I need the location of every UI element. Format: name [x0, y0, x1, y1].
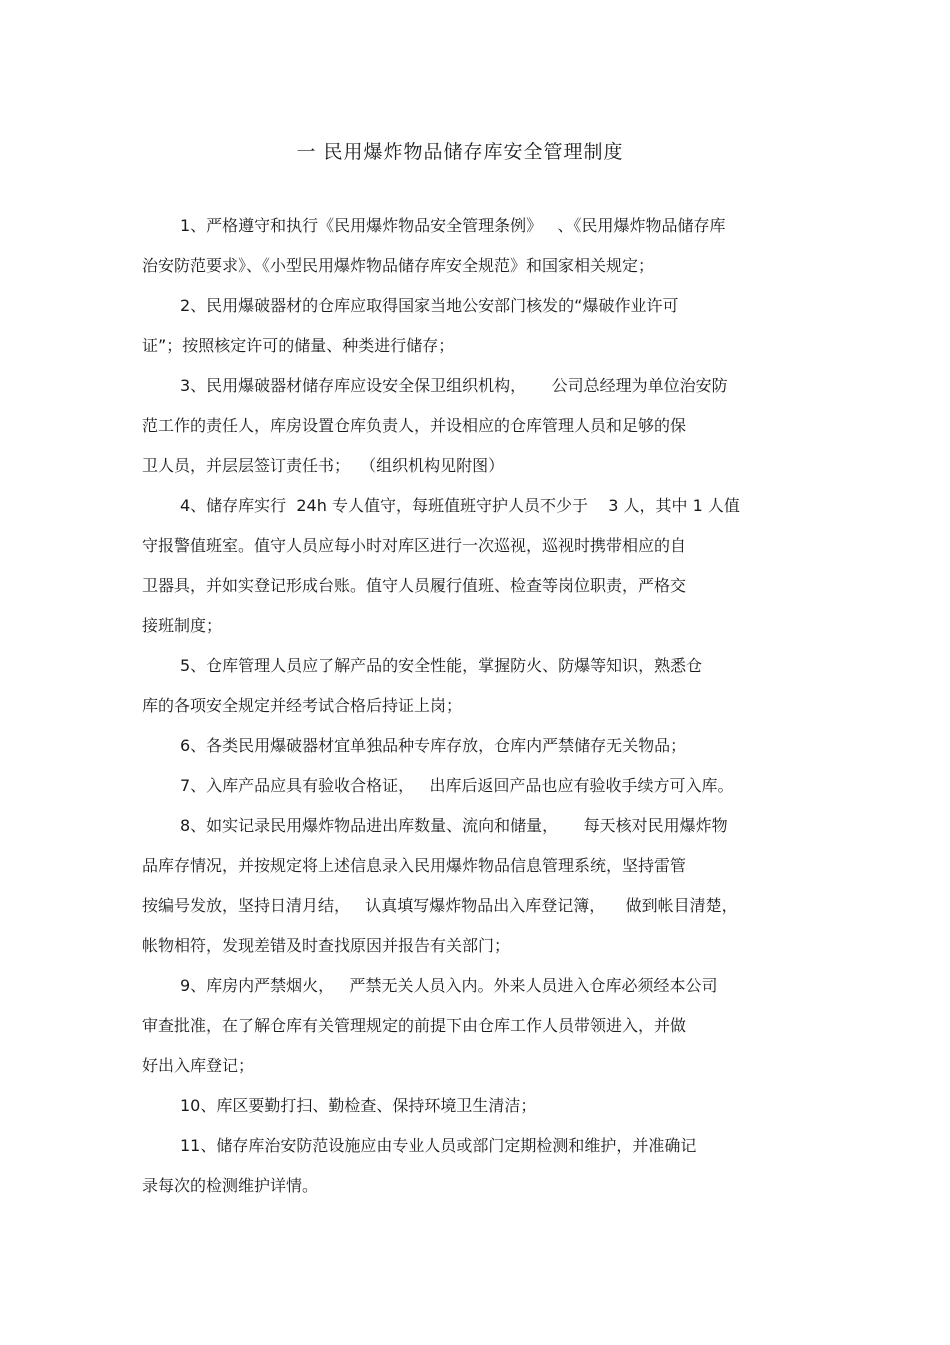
text-line: 9、库房内严禁烟火， 严禁无关人员入内。外来人员进入仓库必须经本公司: [180, 976, 718, 995]
text-line: 范工作的责任人，库房设置仓库负责人，并设相应的仓库管理人员和足够的保: [142, 416, 687, 435]
text-line: 录每次的检测维护详情。: [142, 1176, 319, 1195]
text-line: 4、储存库实行 24h 专人值守，每班值班守护人员不少于 3 人，其中 1 人值: [180, 496, 740, 515]
document-title: 一 民用爆炸物品储存库安全管理制度: [296, 141, 624, 163]
text-line: 2、民用爆破器材的仓库应取得国家当地公安部门核发的“爆破作业许可: [180, 296, 679, 315]
text-line: 卫器具，并如实登记形成台账。值守人员履行值班、检查等岗位职责，严格交: [142, 576, 687, 595]
text-line: 10、库区要勤打扫、勤检查、保持环境卫生清洁；: [180, 1096, 537, 1115]
text-line: 审查批准，在了解仓库有关管理规定的前提下由仓库工作人员带领进入，并做: [142, 1016, 687, 1035]
text-line: 6、各类民用爆破器材宜单独品种专库存放，仓库内严禁储存无关物品；: [180, 736, 687, 755]
text-line: 帐物相符，发现差错及时查找原因并报告有关部门；: [142, 936, 511, 955]
text-line: 接班制度；: [142, 616, 223, 635]
text-line: 11、储存库治安防范设施应由专业人员或部门定期检测和维护，并准确记: [180, 1136, 697, 1155]
text-line: 1、严格遵守和执行《民用爆炸物品安全管理条例》 、《民用爆炸物品储存库: [180, 216, 726, 235]
text-line: 5、仓库管理人员应了解产品的安全性能，掌握防火、防爆等知识，熟悉仓: [180, 656, 703, 675]
text-line: 品库存情况，并按规定将上述信息录入民用爆炸物品信息管理系统，坚持雷管: [142, 856, 687, 875]
text-line: 7、入库产品应具有验收合格证， 出库后返回产品也应有验收手续方可入库。: [180, 776, 734, 795]
text-line: 按编号发放，坚持日清月结， 认真填写爆炸物品出入库登记簿， 做到帐目清楚，: [142, 896, 738, 915]
text-line: 好出入库登记；: [142, 1056, 255, 1075]
text-line: 证”；按照核定许可的储量、种类进行储存；: [142, 336, 455, 355]
text-line: 库的各项安全规定并经考试合格后持证上岗；: [142, 696, 463, 715]
text-line: 3、民用爆破器材储存库应设安全保卫组织机构， 公司总经理为单位治安防: [180, 376, 728, 395]
text-line: 治安防范要求》、《小型民用爆炸物品储存库安全规范》和国家相关规定；: [142, 256, 655, 275]
text-line: 守报警值班室。值守人员应每小时对库区进行一次巡视，巡视时携带相应的自: [142, 536, 687, 555]
text-line: 卫人员，并层层签订责任书； （组织机构见附图）: [142, 456, 505, 475]
text-line: 8、如实记录民用爆炸物品进出库数量、流向和储量， 每天核对民用爆炸物: [180, 816, 728, 835]
